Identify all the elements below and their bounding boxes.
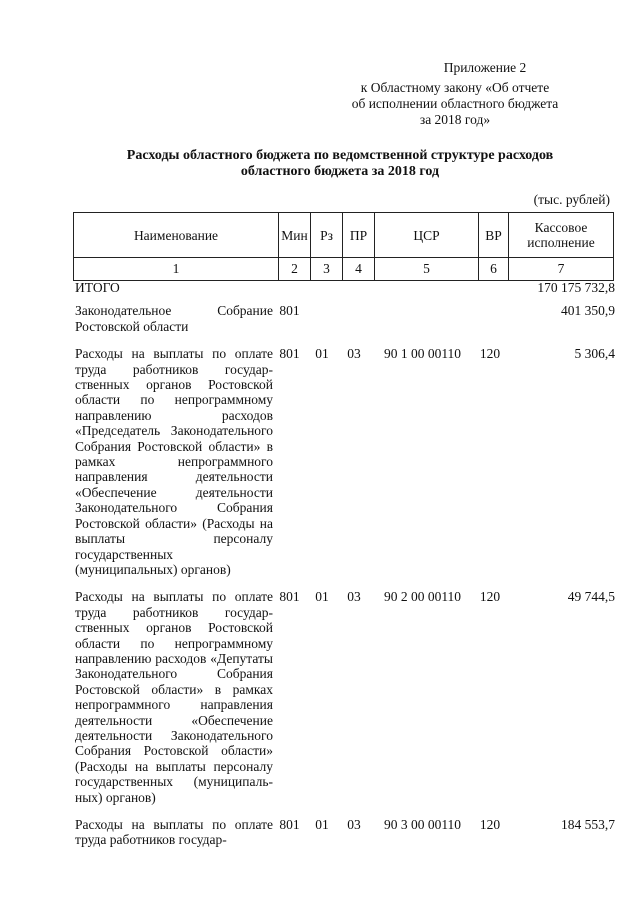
- appendix-line: об исполнении областного бюджета: [351, 96, 559, 111]
- appendix-line: к Областному закону «Об отчете: [360, 80, 550, 95]
- row-name: ИТОГО: [75, 280, 120, 295]
- row-vr: [475, 303, 505, 334]
- row-sum: 5 306,4: [574, 346, 615, 362]
- column-header-name: Наименование: [74, 213, 279, 258]
- row-sum: 170 175 732,8: [537, 280, 615, 295]
- row-min: 801: [279, 589, 300, 605]
- row-name: Расходы на выплаты по оплате труда работников государ-: [75, 817, 273, 848]
- units-label: (тыс. рублей): [533, 192, 610, 207]
- table-row: [75, 303, 615, 334]
- table-row: [75, 817, 615, 848]
- row-csr: 90 3 00 00110: [383, 817, 462, 832]
- column-number: 7: [509, 258, 614, 281]
- row-rz: 01: [315, 346, 329, 362]
- row-rz: 01: [315, 817, 329, 832]
- row-sum: 49 744,5: [567, 589, 615, 605]
- table-row: [75, 346, 615, 577]
- row-min: 801: [279, 303, 300, 319]
- column-header-vr: ВР: [479, 213, 509, 258]
- row-csr: [370, 280, 475, 295]
- row-pr: [338, 280, 370, 295]
- column-number: 5: [375, 258, 479, 281]
- row-rz: [306, 280, 338, 295]
- title-line: областного бюджета за 2018 год: [240, 164, 440, 179]
- column-header-csr: ЦСР: [375, 213, 479, 258]
- column-number: 6: [479, 258, 509, 281]
- appendix-number: Приложение 2: [443, 60, 527, 75]
- row-csr: 90 1 00 00110: [383, 346, 462, 362]
- row-csr: [370, 303, 475, 334]
- column-number: 1: [74, 258, 279, 281]
- column-header-sum: Кассовое исполнение: [509, 213, 614, 258]
- table-row: [75, 589, 615, 805]
- row-name: Законодательное Собрание Ростовской области: [75, 303, 273, 334]
- row-vr: [475, 280, 505, 295]
- row-csr: 90 2 00 00110: [383, 589, 462, 605]
- row-vr: 120: [479, 346, 501, 362]
- row-min: 801: [279, 817, 300, 832]
- row-vr: 120: [479, 817, 501, 832]
- column-header-min: Мин: [279, 213, 311, 258]
- row-min: [273, 280, 306, 295]
- row-vr: 120: [479, 589, 501, 605]
- column-header-rz: Рз: [311, 213, 343, 258]
- title-line: Расходы областного бюджета по ведомственной структуре расходов: [126, 148, 554, 163]
- row-sum: 184 553,7: [561, 817, 615, 832]
- row-pr: 03: [347, 817, 361, 832]
- expense-rows: [75, 280, 615, 848]
- row-pr: 03: [347, 346, 361, 362]
- row-name: Расходы на выплаты по оплате труда работников государственных органов Ростовской области по непрограммному направлению расходов «Депутаты Законодательного Собрания Ростовской области» в рамках непрограммного направления деятельности «Обеспечение деятельности Законодательного Собрания Ростовской области» (Расходы на выплаты персоналу государственных (муниципальных) органов): [75, 589, 273, 805]
- row-min: 801: [279, 346, 300, 362]
- column-number: 4: [343, 258, 375, 281]
- column-header-pr: ПР: [343, 213, 375, 258]
- table-row: [75, 280, 615, 295]
- appendix-header: [325, 60, 585, 128]
- row-name: Расходы на выплаты по оплате труда работников государственных органов Ростовской области по непрограммному направлению расходов «Председатель Законодательного Собрания Ростовской области» в рамках непрограммного направления деятельности «Обеспечение деятельности Законодательного Собрания Ростовской области» (Расходы на выплаты персоналу государственных (муниципальных) органов): [75, 346, 273, 577]
- document-title: [60, 148, 620, 180]
- row-pr: 03: [347, 589, 361, 605]
- column-number: 3: [311, 258, 343, 281]
- row-pr: [338, 303, 370, 334]
- row-rz: [306, 303, 338, 334]
- row-rz: 01: [315, 589, 329, 605]
- row-sum: 401 350,9: [561, 303, 615, 319]
- appendix-line: за 2018 год»: [419, 112, 491, 127]
- column-number: 2: [279, 258, 311, 281]
- table-header: [73, 212, 614, 281]
